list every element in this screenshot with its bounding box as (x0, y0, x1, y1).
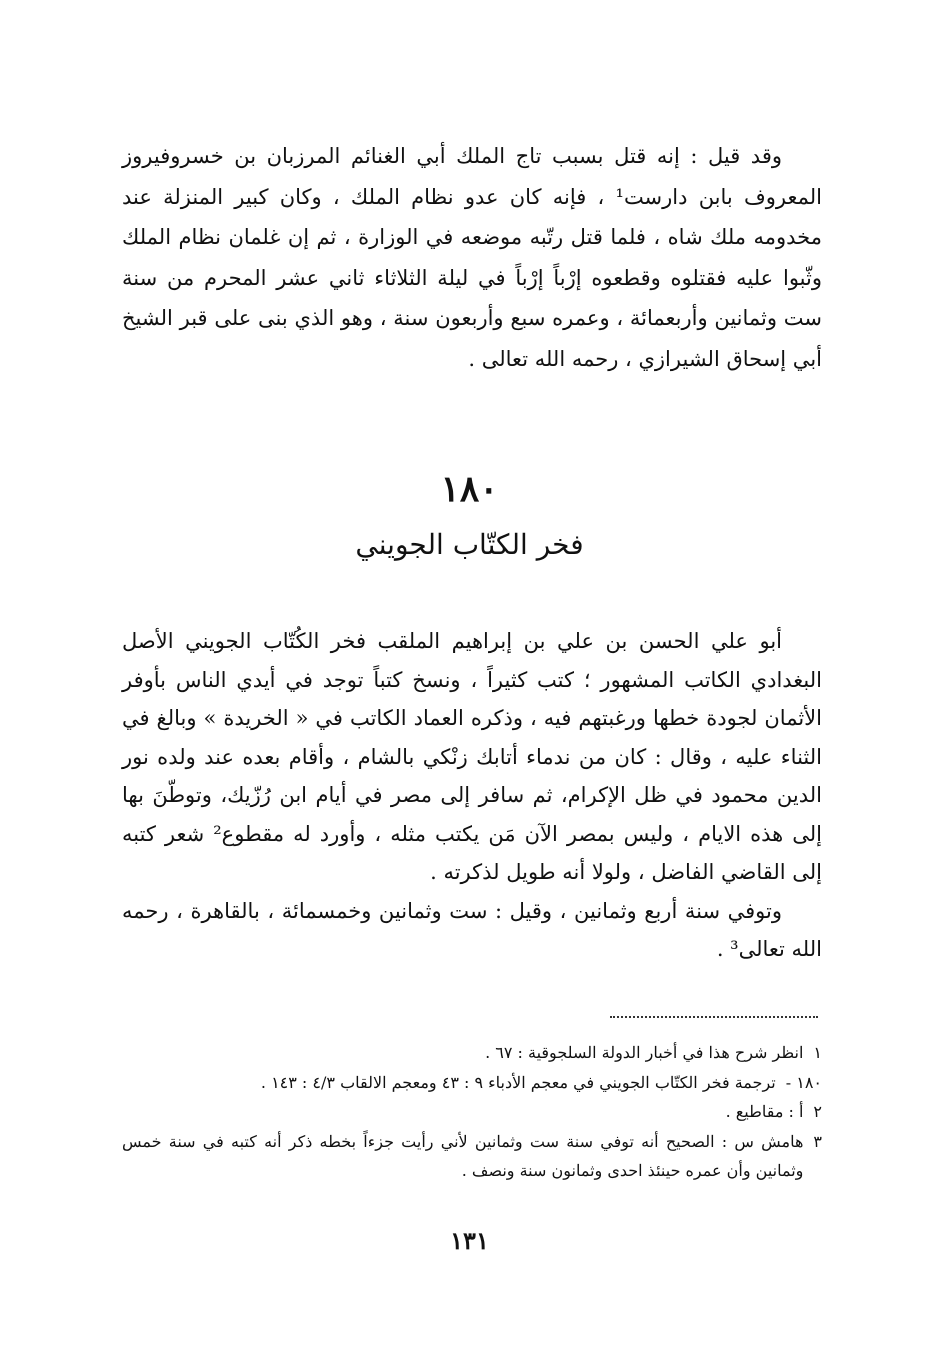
entry-paragraph: أبو علي الحسن بن علي بن إبراهيم الملقب فخر الكُتّاب الجويني الأصل البغدادي الكاتب المشهور ؛ كتب كثيراً ، ونسخ كتباً توجد في أيدي الناس بأوفر الأثمان لجودة خطها ورغبتهم فيه ، وذكره العماد الكاتب في « الخريدة » وبالغ في الثناء عليه ، وقال : كان من ندماء أتابك زنْكي بالشام ، وأقام بعده عند ولده نور الدين محمود في ظل الإكرام، ثم سافر إلى مصر في أيام ابن رُزّيك، وتوطّنَ بها إلى هذه الايام ، وليس بمصر الآن مَن يكتب مثله ، وأورد له مقطوع² شعر كتبه إلى القاضي الفاضل ، ولولا أنه طويل لذكرته . (122, 629, 822, 884)
entry-body (122, 622, 822, 969)
footnote (122, 1068, 822, 1098)
footnote-mark: ١٨٠ - (785, 1072, 822, 1092)
footnote (122, 1038, 822, 1068)
footnote-text: ترجمة فخر الكتّاب الجويني في معجم الأدباء ٩ : ٤٣ ومعجم الالقاب ٤/٣ : ١٤٣ . (260, 1072, 776, 1092)
footnote-text: هامش س : الصحيح أنه توفي سنة ست وثمانين لأني رأيت جزءاً بخطه ذكر أنه كتبه في سنة خمس وثمانين وأن عمره حينئذ احدى وثمانون سنة ونصف . (122, 1131, 804, 1180)
footnote (122, 1127, 822, 1186)
footnote-mark: ١ (813, 1043, 822, 1062)
footnote-divider (610, 1016, 818, 1018)
footnote (122, 1097, 822, 1127)
entry-title: فخر الكتّاب الجويني (355, 528, 584, 561)
footnotes (122, 1038, 822, 1186)
intro-paragraph-text: وقد قيل : إنه قتل بسبب تاج الملك أبي الغنائم المرزبان بن خسروفيروز المعروف بابن دارست¹ ، فإنه كان عدو نظام الملك ، وكان كبير المنزلة عند مخدومه ملك شاه ، فلما قتل رتّبه موضعه في الوزارة ، ثم إن غلمان نظام الملك وثّبوا عليه فقتلوه وقطعوه إرْباً إرْباً في ليلة الثلاثاء ثاني عشر المحرم من سنة ست وثمانين وأربعمائة ، وعمره سبع وأربعون سنة ، وهو الذي بنى على قبر الشيخ أبي إسحاق الشيرازي ، رحمه الله تعالى . (122, 144, 822, 371)
intro-paragraph (122, 136, 822, 379)
footnote-mark: ٣ (813, 1131, 822, 1151)
entry-number: ١٨٠ (440, 468, 499, 510)
footnote-mark: ٢ (813, 1102, 822, 1121)
footnote-text: انظر شرح هذا في أخبار الدولة السلجوقية : ٦٧ . (485, 1043, 804, 1062)
footnote-text: أ : مقاطيع . (725, 1102, 804, 1121)
entry-paragraph: وتوفي سنة أربع وثمانين ، وقيل : ست وثمانين وخمسمائة ، بالقاهرة ، رحمه الله تعالى³ . (122, 898, 822, 961)
page-number: ١٣١ (450, 1226, 489, 1255)
